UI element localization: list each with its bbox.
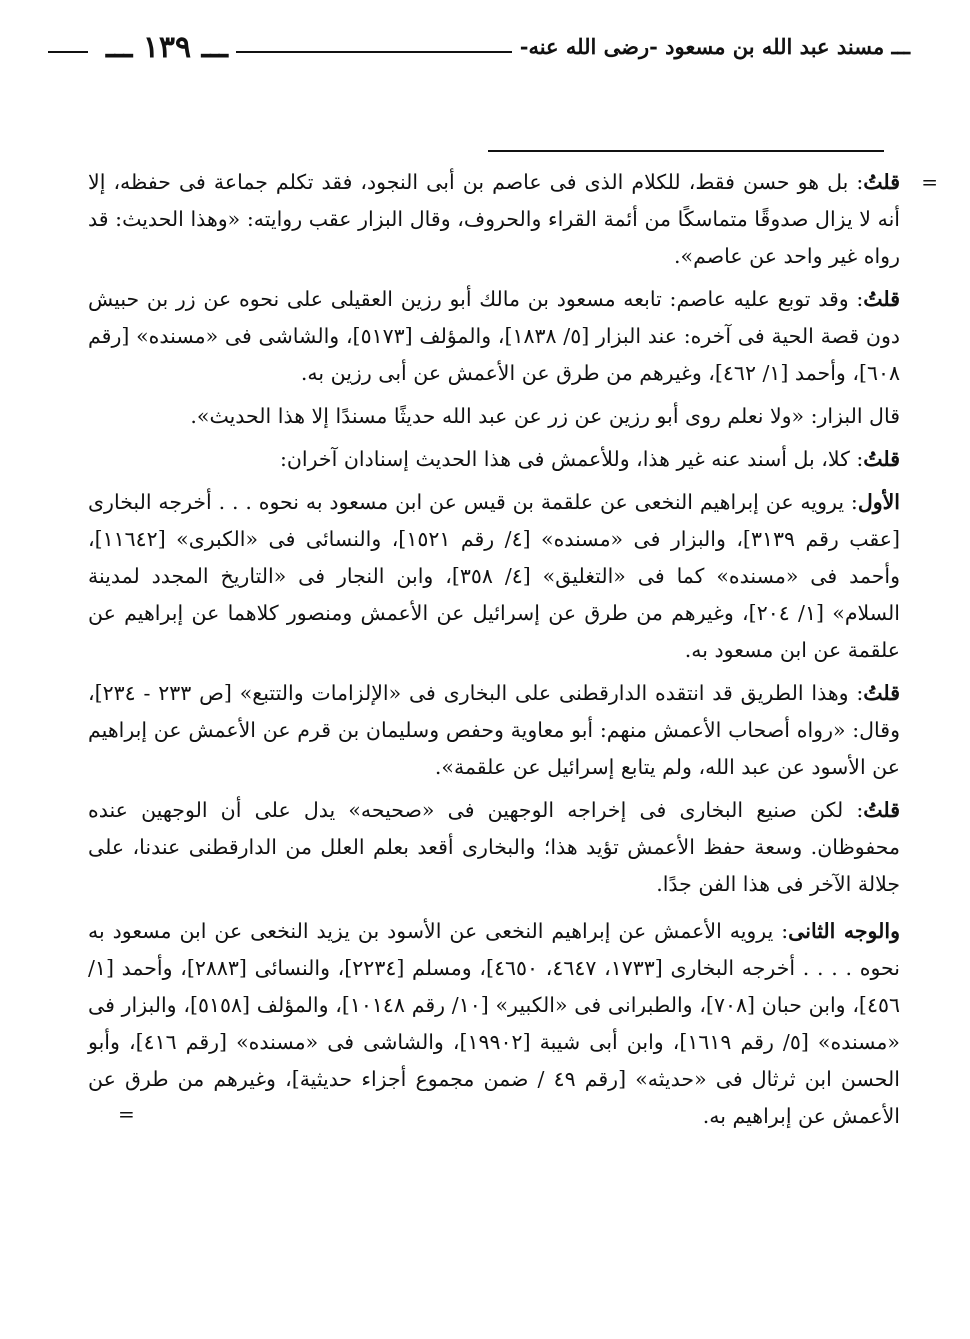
paragraph-text: : بل هو حسن فقط، للكلام الذى فى عاصم بن أبى النجود، فقد تكلم جماعة فى حفظه، إلا أنه لا يزال صدوقًا متماسكًا من أئمة القراء والحروف، وقال البزار عقب روايته: «وهذا الحديث: قد رواه غير واحد عن عاصم». xyxy=(88,170,900,268)
paragraph-3 xyxy=(88,398,900,435)
paragraph-text: : لكن صنيع البخارى فى إخراجه الوجهين فى «صحيحه» يدل على أن الوجهين عنده محفوظان. وسعة حفظ الأعمش تؤيد هذا؛ والبخارى أقعد بعلم العلل من الدارقطنى عندنا، على جلالة الآخر فى هذا الفن جدًا. xyxy=(88,798,900,896)
paragraph-7 xyxy=(88,792,900,903)
paragraph-lead: قلتُ xyxy=(863,447,900,471)
paragraph-1 xyxy=(88,164,900,275)
paragraph-6 xyxy=(88,675,900,786)
header-title: ـــ مسند عبد الله بن مسعود -رضى الله عنه- xyxy=(512,34,910,59)
paragraph-5 xyxy=(88,484,900,669)
paragraph-text: : يرويه عن إبراهيم النخعى عن علقمة بن قيس عن ابن مسعود به نحوه . . . أخرجه البخارى [عقب رقم ٣١٣٩]، والبزار فى «مسنده» [٤/ رقم ١٥٢١]، والنسائى فى «الكبرى» [١١٦٤٢]، وأحمد فى «مسنده» كما فى «التغليق» [٤/ ٣٥٨]، وابن النجار فى «التاريخ المجدد لمدينة السلام» [١/ ٢٠٤]، وغيرهم من طرق عن إسرائيل عن الأعمش ومنصور كلاهما عن إبراهيم عن علقمة عن ابن مسعود به. xyxy=(88,490,900,662)
paragraph-text: : يرويه الأعمش عن إبراهيم النخعى عن الأسود بن يزيد النخعى عن ابن مسعود به نحوه . . . . أخرجه البخارى [١٧٣٣، ٤٦٤٧، ٤٦٥٠]، ومسلم [٢٢٣٤]، والنسائى [٢٨٨٣]، وأحمد [١/ ٤٥٦]، وابن حبان [٧٠٨]، والطبرانى فى «الكبير» [١٠/ رقم ١٠١٤٨]، والمؤلف [٥١٥٨]، والبزار فى «مسنده» [٥/ رقم ١٦١٩]، وابن أبى شيبة [١٩٩٠٢]، والشاشى فى «مسنده» [رقم ٤١٦]، وأبو الحسن ابن ثرثال فى «حديثه» [رقم ٤٩ / ضمن مجموع أجزاء حديثية]، وغيرهم من طرق عن الأعمش عن إبراهيم به. xyxy=(88,919,900,1128)
running-header xyxy=(48,30,910,70)
paragraph-lead: قلتُ xyxy=(863,170,900,194)
paragraph-lead: الأول xyxy=(857,490,900,514)
paragraph-lead: قلتُ xyxy=(863,681,900,705)
paragraph-text: : وقد توبع عليه عاصم: تابعه مسعود بن مالك أبو رزين العقيلى على نحوه عن زر بن حبيش دون قصة الحية فى آخره: عند البزار [٥/ ١٨٣٨]، والمؤلف [٥١٧٣]، والشاشى فى «مسنده» [رقم ٦٠٨]، وأحمد [١/ ٤٦٢]، وغيرهم من طرق عن الأعمش عن أبى رزين به. xyxy=(88,287,900,385)
paragraph-4 xyxy=(88,441,900,478)
page-number-dash xyxy=(48,51,88,53)
end-continuation-mark: = xyxy=(118,1102,135,1126)
footnote-body xyxy=(88,164,938,1141)
page-number: ـــ ١٣٩ ـــ xyxy=(98,30,236,65)
paragraph-2 xyxy=(88,281,900,392)
continuation-mark: = xyxy=(921,170,938,194)
paragraph-text: : وهذا الطريق قد انتقده الدارقطنى على البخارى فى «الإلزامات والتتبع» [ص ٢٣٣ - ٢٣٤]، وقال: «رواه أصحاب الأعمش منهم: أبو معاوية وحفص وسليمان بن قرم عن الأعمش عن إبراهيم عن الأسود عن عبد الله، ولم يتابع إسرائيل عن علقمة». xyxy=(88,681,900,779)
footnote-separator xyxy=(488,150,884,152)
paragraph-text: قال البزار: «ولا نعلم روى أبو رزين عن زر عن عبد الله حديثًا مسندًا إلا هذا الحديث». xyxy=(190,404,900,428)
paragraph-lead: والوجه الثانى xyxy=(788,919,900,943)
paragraph-lead: قلتُ xyxy=(863,287,900,311)
paragraph-text: : كلا، بل أسند عنه غير هذا، وللأعمش فى هذا الحديث إسنادان آخران: xyxy=(279,447,864,471)
paragraph-8 xyxy=(88,913,900,1135)
paragraph-lead: قلتُ xyxy=(863,798,900,822)
